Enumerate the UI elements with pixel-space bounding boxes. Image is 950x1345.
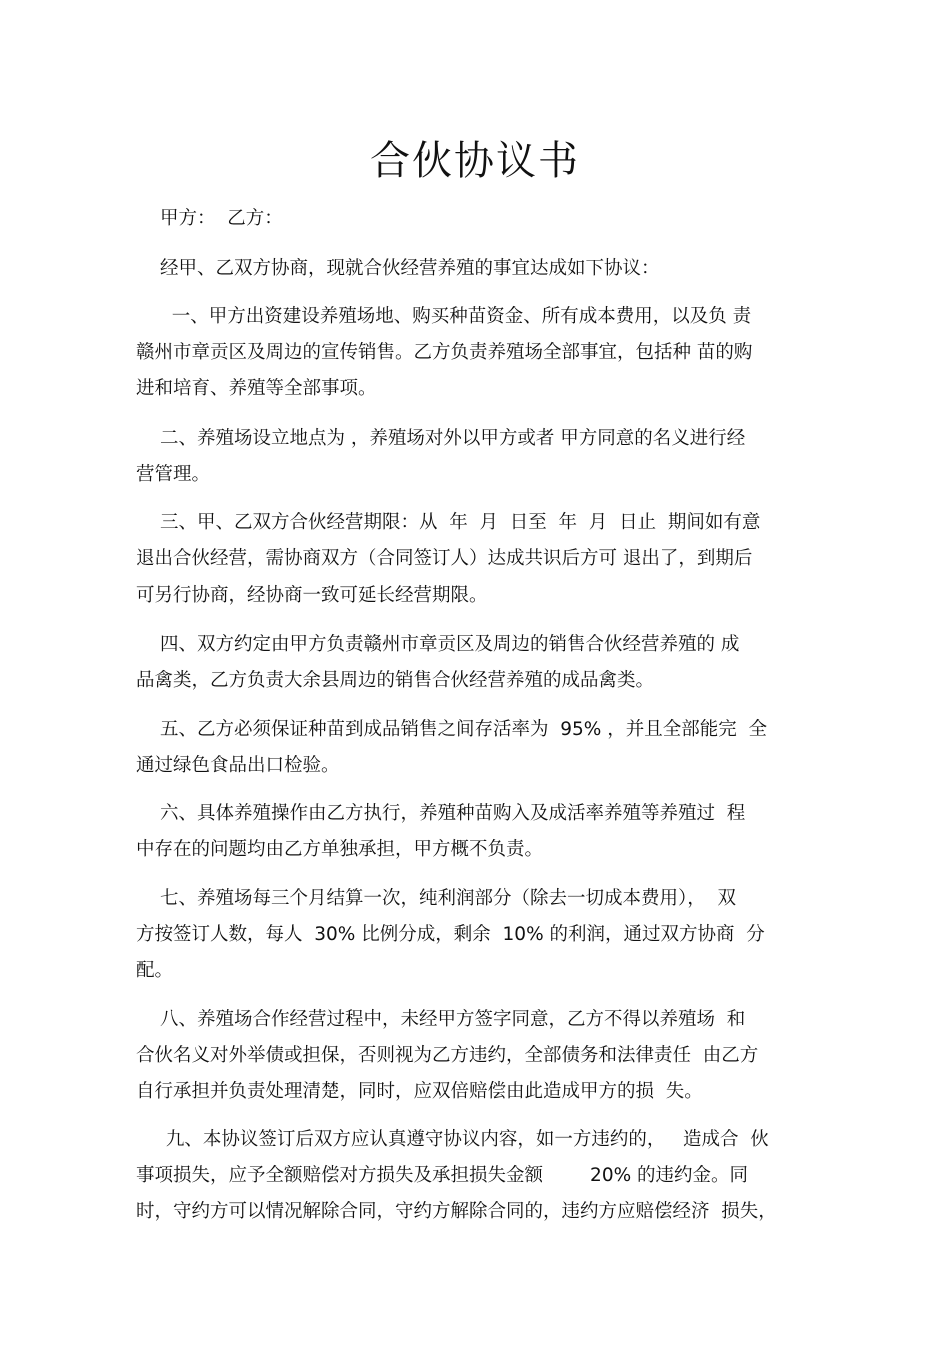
clause-1-line-3: 进和培育、养殖等全部事项。	[136, 378, 377, 399]
clause-4-line-2: 品禽类，乙方负责大余县周边的销售合伙经营养殖的成品禽类。	[136, 670, 655, 691]
clause-3-line-2: 退出合伙经营，需协商双方（合同签订人）达成共识后方可 退出了，到期后	[136, 548, 753, 569]
clause-6-line-2: 中存在的问题均由乙方单独承担，甲方概不负责。	[136, 839, 544, 860]
clause-6-line-1: 六、具体养殖操作由乙方执行，养殖种苗购入及成活率养殖等养殖过 程	[160, 803, 746, 824]
clause-8-line-1: 八、养殖场合作经营过程中，未经甲方签字同意，乙方不得以养殖场 和	[160, 1009, 746, 1030]
clause-8-line-3: 自行承担并负责处理清楚，同时，应双倍赔偿由此造成甲方的损 失。	[136, 1081, 703, 1102]
clause-9-line-3: 时，守约方可以情况解除合同，守约方解除合同的，违约方应赔偿经济 损失，	[136, 1201, 777, 1222]
clause-4-line-1: 四、双方约定由甲方负责赣州市章贡区及周边的销售合伙经营养殖的 成	[160, 634, 740, 655]
clause-2-line-2: 营管理。	[136, 464, 211, 485]
clause-7-line-3: 配。	[136, 960, 174, 981]
clause-5-line-1: 五、乙方必须保证种苗到成品销售之间存活率为 95% ，并且全部能完 全	[160, 719, 768, 740]
parties-line: 甲方： 乙方：	[160, 208, 283, 229]
clause-9-line-2: 事项损失，应予全额赔偿对方损失及承担损失金额 20% 的违约金。同	[136, 1165, 749, 1186]
clause-1-line-1: 一、甲方出资建设养殖场地、购买种苗资金、所有成本费用，以及负 责	[160, 306, 752, 327]
clause-2-line-1: 二、养殖场设立地点为 ，养殖场对外以甲方或者 甲方同意的名义进行经	[160, 428, 746, 449]
clause-9-line-1: 九、本协议签订后双方应认真遵守协议内容，如一方违约的， 造成合 伙	[160, 1129, 769, 1150]
clause-7-line-1: 七、养殖场每三个月结算一次，纯利润部分（除去一切成本费用）， 双	[160, 888, 737, 909]
clause-5-line-2: 通过绿色食品出口检验。	[136, 755, 340, 776]
clause-3-line-3: 可另行协商，经协商一致可延长经营期限。	[136, 585, 488, 606]
document-title: 合伙协议书	[370, 138, 580, 184]
clause-8-line-2: 合伙名义对外举债或担保，否则视为乙方违约，全部债务和法律责任 由乙方	[136, 1045, 759, 1066]
clause-1-line-2: 赣州市章贡区及周边的宣传销售。乙方负责养殖场全部事宜，包括种 苗的购	[136, 342, 753, 363]
intro-line: 经甲、乙双方协商，现就合伙经营养殖的事宜达成如下协议：	[160, 258, 660, 279]
clause-3-line-1: 三、甲、乙双方合伙经营期限：从 年 月 日至 年 月 日止 期间如有意	[160, 512, 761, 533]
clause-7-line-2: 方按签订人数，每人 30% 比例分成，剩余 10% 的利润，通过双方协商 分	[136, 924, 765, 945]
